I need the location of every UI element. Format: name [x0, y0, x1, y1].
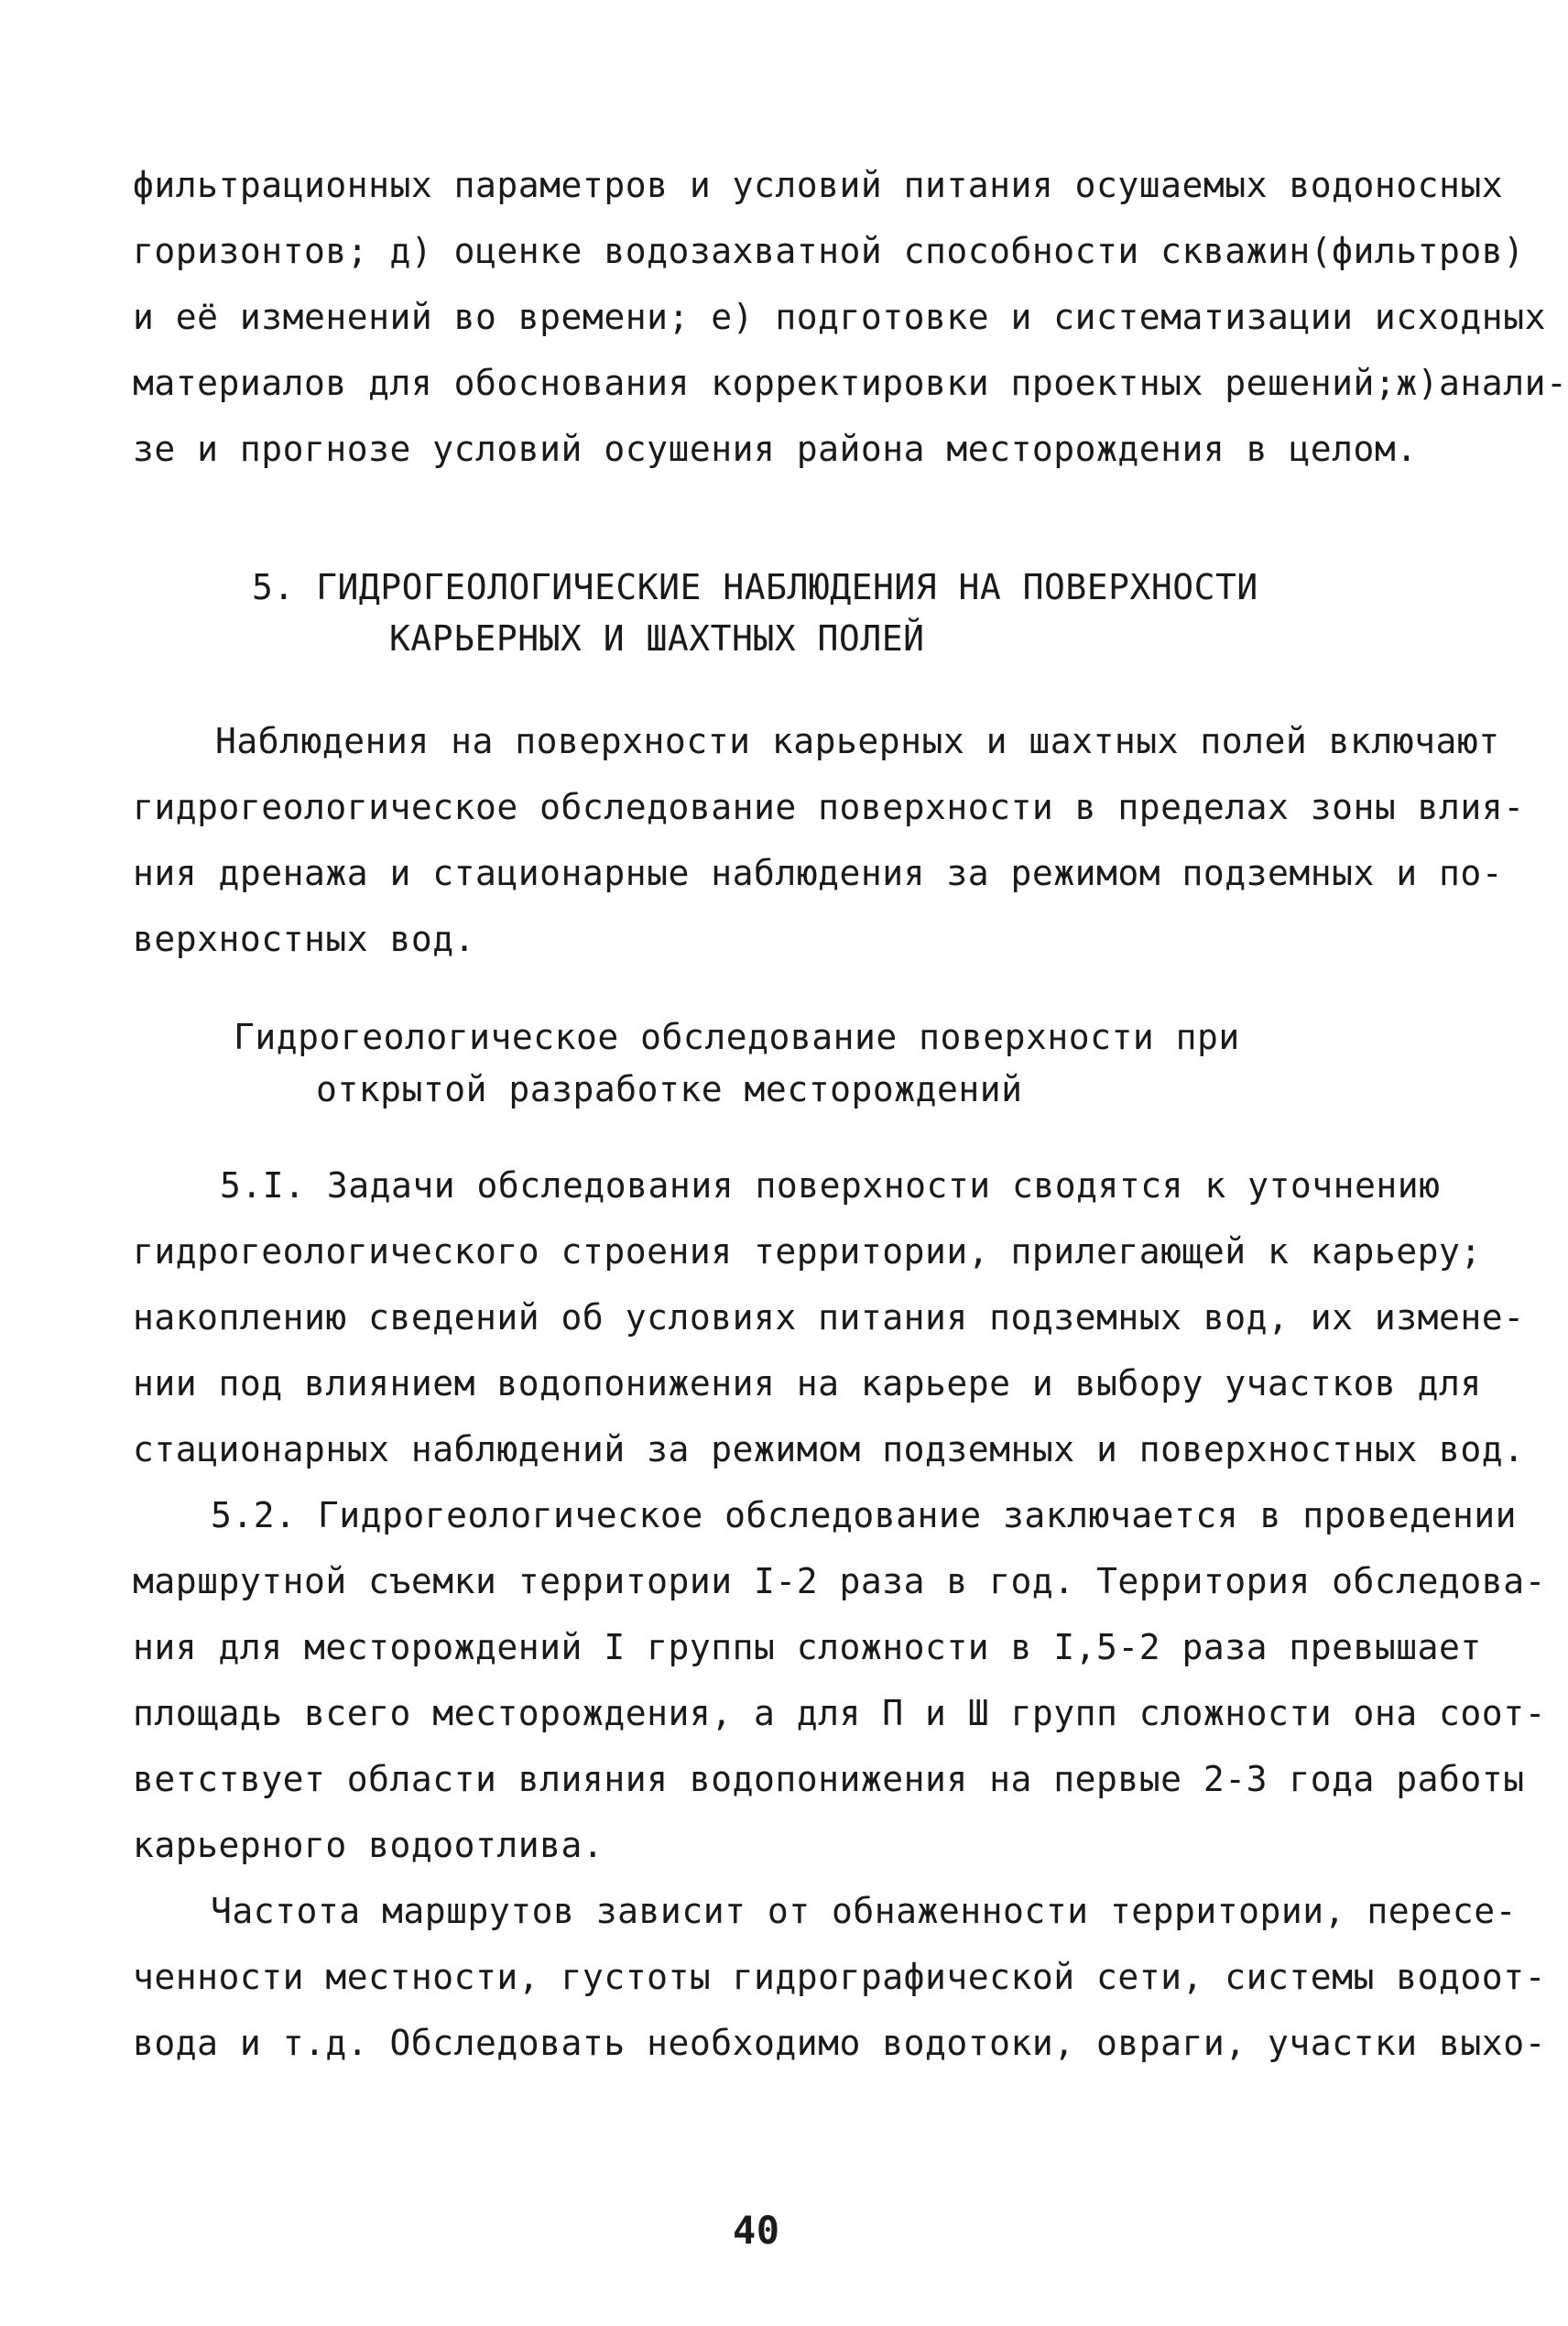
text-line: ния дренажа и стационарные наблюдения за режимом подземных и по- — [133, 853, 1504, 893]
text-line: материалов для обоснования корректировки проектных решений;ж)анали- — [133, 363, 1568, 403]
text-line: гидрогеологическое обследование поверхности в пределах зоны влия- — [133, 787, 1525, 827]
subheading-line: открытой разработке месторождений — [316, 1069, 1023, 1109]
text-line: маршрутной съемки территории I-2 раза в год. Территория обследова- — [133, 1561, 1546, 1601]
heading-line: КАРЬЕРНЫХ И ШАХТНЫХ ПОЛЕЙ — [389, 618, 925, 659]
text-line: ченности местности, густоты гидрографической сети, системы водоот- — [133, 1957, 1546, 1997]
text-line: фильтрационных параметров и условий питания осушаемых водоносных — [133, 165, 1504, 205]
text-line: и её изменений во времени; е) подготовке и систематизации исходных — [133, 297, 1546, 337]
text-line: 5.2. Гидрогеологическое обследование заключается в проведении — [211, 1495, 1518, 1535]
text-line: гидрогеологического строения территории, прилегающей к карьеру; — [133, 1231, 1482, 1272]
text-line: накоплению сведений об условиях питания подземных вод, их измене- — [133, 1297, 1525, 1338]
text-line: карьерного водоотлива. — [133, 1825, 604, 1865]
text-line: горизонтов; д) оценке водозахватной способности скважин(фильтров) — [133, 231, 1525, 271]
subheading-line: Гидрогеологическое обследование поверхности при — [234, 1017, 1240, 1057]
text-line: ния для месторождений I группы сложности в I,5-2 раза превышает — [133, 1627, 1482, 1667]
text-line: 5.I. Задачи обследования поверхности сводятся к уточнению — [220, 1165, 1441, 1206]
text-line: зе и прогнозе условий осушения района месторождения в целом. — [133, 429, 1418, 469]
text-line: площадь всего месторождения, а для П и Ш групп сложности она соот- — [133, 1693, 1546, 1733]
text-line: Наблюдения на поверхности карьерных и шахтных полей включают — [215, 721, 1500, 761]
text-line: верхностных вод. — [133, 919, 476, 959]
text-line: стационарных наблюдений за режимом подземных и поверхностных вод. — [133, 1429, 1525, 1469]
page-number: 40 — [733, 2208, 780, 2253]
text-line: нии под влиянием водопонижения на карьере и выбору участков для — [133, 1363, 1482, 1403]
text-line: Частота маршрутов зависит от обнаженности территории, пересе- — [211, 1891, 1518, 1931]
text-line: вода и т.д. Обследовать необходимо водотоки, овраги, участки выхо- — [133, 2023, 1546, 2063]
text-line: ветствует области влияния водопонижения на первые 2-3 года работы — [133, 1759, 1525, 1799]
heading-line: 5. ГИДРОГЕОЛОГИЧЕСКИЕ НАБЛЮДЕНИЯ НА ПОВЕРХНОСТИ — [252, 567, 1258, 607]
